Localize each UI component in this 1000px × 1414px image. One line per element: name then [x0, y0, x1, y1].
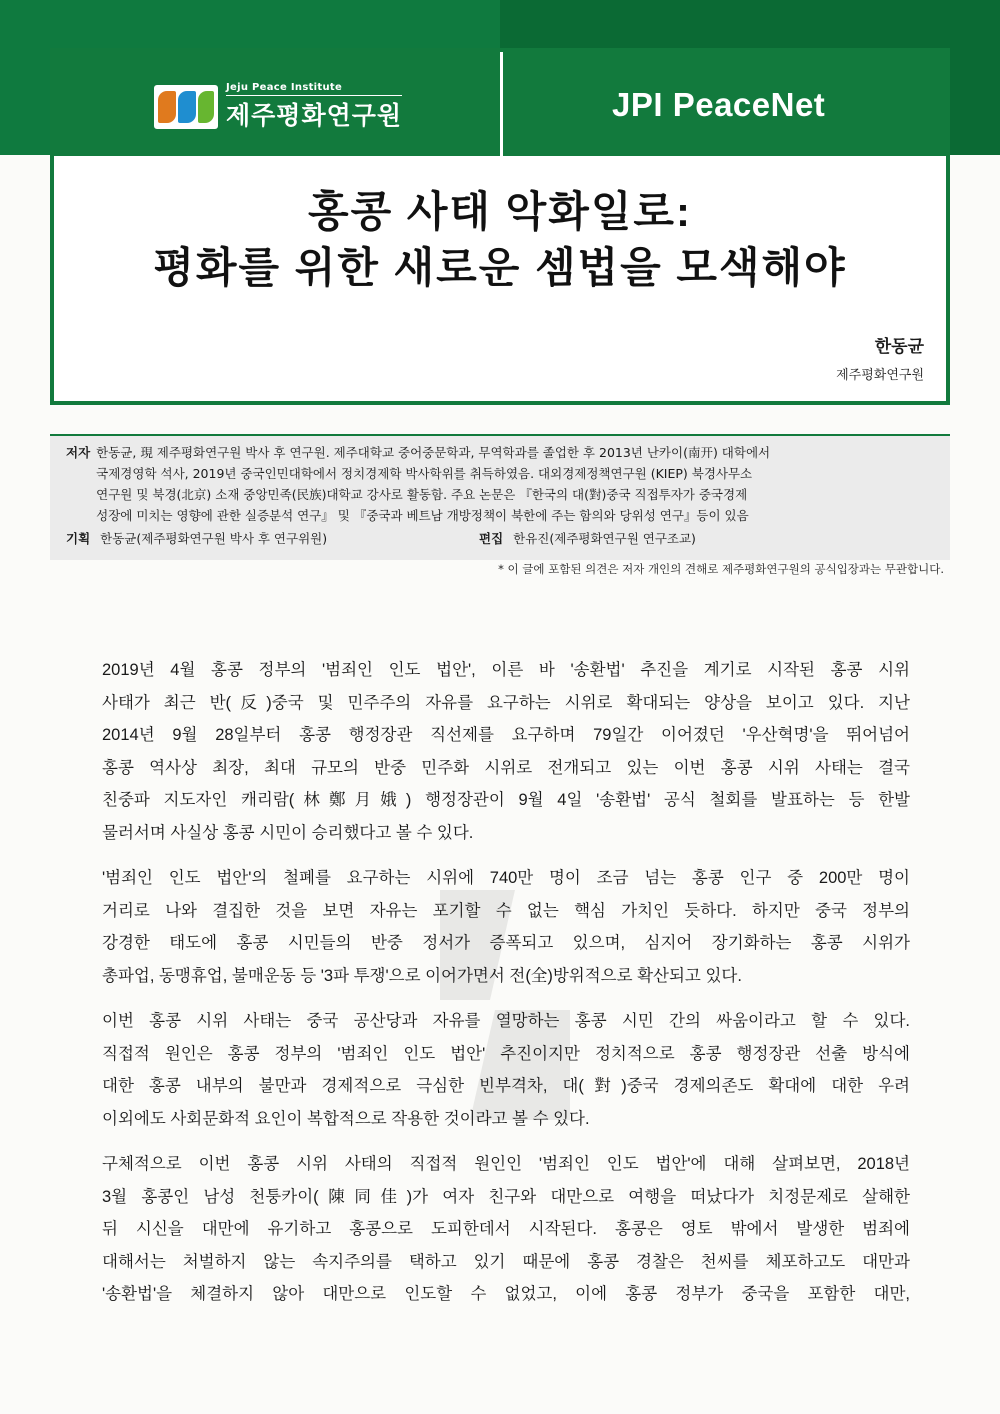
author-affiliation: 제주평화연구원: [836, 368, 924, 383]
article-body: [90, 654, 910, 1324]
paragraph-line: 2014년 9월 28일부터 홍콩 행정장관 직선제를 요구하며 79일간 이어졌던 '우산혁명'을 뛰어넘어: [102, 726, 910, 744]
disclaimer-note: * 이 글에 포함된 의견은 저자 개인의 견해로 제주평화연구원의 공식입장과는 무관합니다.: [498, 562, 944, 576]
title-line-2: 평화를 위한 새로운 셈법을 모색해야: [153, 244, 847, 291]
paragraph-line: 뒤 시신을 대만에 유기하고 홍콩으로 도피한데서 시작된다. 홍콩은 영토 밖에서 발생한 범죄에: [102, 1220, 910, 1238]
paragraph-line: '범죄인 인도 법안'의 철폐를 요구하는 시위에 740만 명이 조금 넘는 홍콩 인구 중 200만 명이: [102, 869, 910, 887]
jpi-logo: [154, 82, 402, 132]
frame-header: [54, 52, 946, 156]
paragraph-line: 2019년 4월 홍콩 정부의 '범죄인 인도 법안', 이른 바 '송환법' 추진을 계기로 시작된 홍콩 시위: [102, 661, 910, 679]
edit-value: 한유진(제주평화연구원 연구조교): [513, 531, 696, 546]
paragraph: [90, 1148, 910, 1311]
paragraph: [90, 1005, 910, 1135]
author-bio-line: 성장에 미치는 영향에 관한 실증분석 연구』 및 『중국과 베트남 개방정책이 북한에 주는 함의와 당위성 연구』등이 있음: [96, 508, 749, 523]
paragraph-line: 총파업, 동맹휴업, 불매운동 등 '3파 투쟁'으로 이어가면서 전(全)방위적으로 확산되고 있다.: [102, 966, 742, 985]
logo-korean-name: 제주평화연구원: [226, 101, 403, 130]
author-bio-line: 한동균, 現 제주평화연구원 박사 후 연구원. 제주대학교 중어중문학과, 무역학과를 졸업한 후 2013년 난카이(南开) 대학에서: [96, 445, 771, 460]
author-info-box: [50, 434, 950, 560]
paragraph-line: 구체적으로 이번 홍콩 시위 사태의 직접적 원인인 '범죄인 인도 법안'에 대해 살펴보면, 2018년: [102, 1155, 910, 1173]
author-bio-line: 국제경영학 석사, 2019년 중국인민대학에서 정치경제학 박사학위를 취득하였음. 대외경제정책연구원 (KIEP) 북경사무소: [96, 466, 753, 481]
author-label: 저자: [66, 445, 91, 460]
author-name: 한동균: [874, 337, 924, 357]
paragraph: [90, 862, 910, 992]
paragraph: [90, 654, 910, 849]
author-bio-line: 연구원 및 북경(北京) 소재 중앙민족(民族)대학교 강사로 활동함. 주요 논문은 『한국의 대(對)중국 직접투자가 중국경제: [96, 487, 748, 502]
title-line-1: 홍콩 사태 악화일로:: [308, 188, 692, 235]
plan-label: 기획: [66, 531, 91, 546]
document-title: [54, 184, 946, 296]
paragraph-line: 이번 홍콩 시위 사태는 중국 공산당과 자유를 열망하는 홍콩 시민 간의 싸움이라고 할 수 있다.: [102, 1012, 910, 1030]
plan-value: 한동균(제주평화연구원 박사 후 연구위원): [100, 531, 328, 546]
paragraph-line: 3월 홍콩인 남성 천퉁카이(陳同佳)가 여자 친구와 대만으로 여행을 떠났다가 치정문제로 살해한: [102, 1187, 910, 1206]
paragraph-line: 거리로 나와 결집한 것을 보면 자유는 포기할 수 없는 핵심 가치인 듯하다. 하지만 중국 정부의: [102, 901, 910, 920]
author-bio: [66, 442, 936, 526]
paragraph-line: 강경한 태도에 홍콩 시민들의 반중 정서가 증폭되고 있으며, 심지어 장기화하는 홍콩 시위가: [102, 934, 910, 952]
paragraph-line: 사태가 최근 반(反)중국 및 민주주의 자유를 요구하는 시위로 확대되는 양상을 보이고 있다. 지난: [102, 693, 910, 712]
jpi-logo-icon: [154, 85, 218, 129]
paragraph-line: 물러서며 사실상 홍콩 시민이 승리했다고 볼 수 있다.: [102, 823, 474, 842]
peacenet-logo: JPI PeaceNet: [612, 86, 826, 123]
paragraph-line: 친중파 지도자인 캐리람(林鄭月娥) 행정장관이 9월 4일 '송환법' 공식 철회를 발표하는 등 한발: [102, 791, 910, 809]
title-frame: [50, 48, 950, 405]
paragraph-line: 이외에도 사회문화적 요인이 복합적으로 작용한 것이라고 볼 수 있다.: [102, 1109, 590, 1128]
logo-english-name: Jeju Peace Institute: [226, 82, 402, 96]
paragraph-line: 홍콩 역사상 최장, 최대 규모의 반중 민주화 시위로 전개되고 있는 이번 홍콩 시위 사태는 결국: [102, 758, 910, 777]
credits-row: [66, 528, 936, 549]
paragraph-line: 대해서는 처벌하지 않는 속지주의를 택하고 있기 때문에 홍콩 경찰은 천씨를 체포하고도 대만과: [102, 1252, 910, 1271]
paragraph-line: '송환법'을 체결하지 않아 대만으로 인도할 수 없었고, 이에 홍콩 정부가 중국을 포함한 대만,: [102, 1285, 910, 1303]
paragraph-line: 직접적 원인은 홍콩 정부의 '범죄인 인도 법안' 추진이지만 정치적으로 홍콩 행정장관 선출 방식에: [102, 1044, 910, 1063]
paragraph-line: 대한 홍콩 내부의 불만과 경제적으로 극심한 빈부격차, 대(對)중국 경제의존도 확대에 대한 우려: [102, 1077, 910, 1095]
header-divider: [500, 52, 503, 156]
edit-label: 편집: [479, 531, 504, 546]
